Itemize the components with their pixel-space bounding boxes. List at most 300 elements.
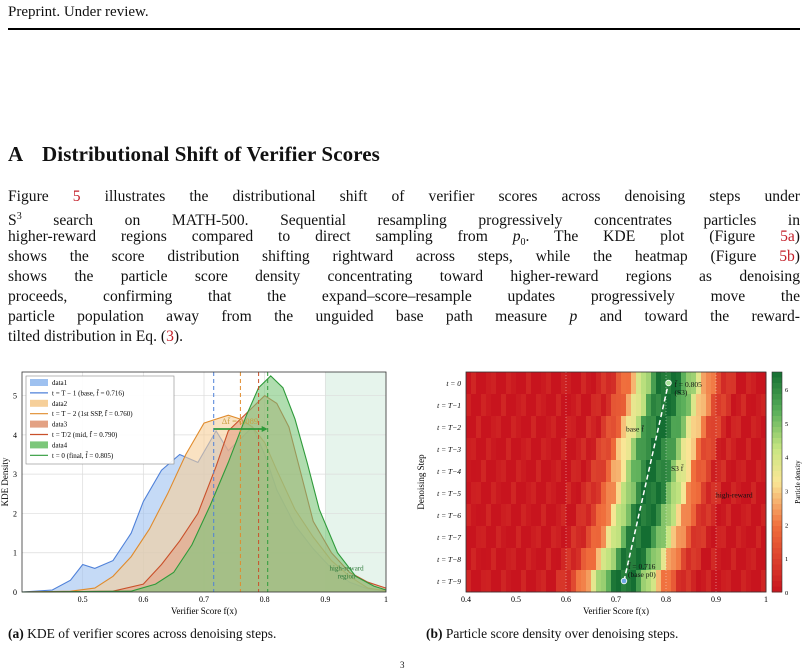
colorbar-segment [772, 587, 782, 593]
heatmap-cell [576, 394, 582, 416]
heatmap-cell [561, 394, 567, 416]
heatmap-cell [626, 372, 632, 394]
heatmap-cell [656, 416, 662, 438]
heatmap-cell [686, 394, 692, 416]
heatmap-cell [576, 570, 582, 592]
cross-reference-link[interactable]: 5b [779, 248, 795, 265]
heatmap-cell [731, 548, 737, 570]
heatmap-cell [606, 548, 612, 570]
heatmap-cell [716, 548, 722, 570]
heatmap-cell [751, 394, 757, 416]
heatmap-cell [571, 460, 577, 482]
heatmap-cell [591, 482, 597, 504]
heatmap-cell [576, 548, 582, 570]
x-tick-label: 0.8 [661, 595, 671, 604]
heatmap-cell [741, 372, 747, 394]
legend-label: t = T − 1 (base, f̄ = 0.716) [52, 389, 125, 398]
heatmap-cell [551, 548, 557, 570]
heatmap-cell [566, 416, 572, 438]
heatmap-cell [751, 504, 757, 526]
heatmap-cell [616, 460, 622, 482]
heatmap-cell [586, 460, 592, 482]
heatmap-chart [408, 368, 808, 620]
heatmap-cell [486, 504, 492, 526]
heatmap-cell [746, 460, 752, 482]
heatmap-cell [681, 438, 687, 460]
subscript: 0 [520, 237, 526, 249]
heatmap-cell [696, 570, 702, 592]
heatmap-cell [516, 482, 522, 504]
heatmap-cell [601, 526, 607, 548]
heatmap-cell [631, 372, 637, 394]
heatmap-cell [721, 504, 727, 526]
heatmap-cell [491, 548, 497, 570]
heatmap-cell [546, 548, 552, 570]
heatmap-cell [486, 526, 492, 548]
heatmap-cell [681, 570, 687, 592]
heatmap-cell [491, 438, 497, 460]
heatmap-cell [531, 460, 537, 482]
heatmap-cell [736, 460, 742, 482]
heatmap-cell [556, 570, 562, 592]
heatmap-cell [476, 482, 482, 504]
heatmap-cell [661, 504, 667, 526]
heatmap-cell [521, 570, 527, 592]
heatmap-cell [711, 372, 717, 394]
heatmap-cell [466, 526, 472, 548]
colorbar-segment [772, 378, 782, 384]
cross-reference-link[interactable]: 3 [166, 328, 174, 345]
heatmap-cell [581, 460, 587, 482]
heatmap-cell [756, 504, 762, 526]
heatmap-cell [491, 526, 497, 548]
heatmap-cell [686, 416, 692, 438]
heatmap-cell [611, 394, 617, 416]
heatmap-cell [496, 394, 502, 416]
heatmap-cell [676, 482, 682, 504]
heatmap-cell [706, 416, 712, 438]
heatmap-cell [701, 570, 707, 592]
heatmap-cell [611, 460, 617, 482]
heatmap-cell [671, 526, 677, 548]
y-tick-label: 5 [13, 391, 17, 401]
heatmap-cell [496, 548, 502, 570]
heatmap-cell [536, 438, 542, 460]
legend-label: data1 [52, 379, 68, 387]
paragraph-line: shows the score distribution shifting rightward across steps, while the heatmap (Figure 5b) [8, 248, 800, 265]
heatmap-cell [606, 372, 612, 394]
heatmap-cell [531, 438, 537, 460]
heatmap-cell [706, 504, 712, 526]
heatmap-cell [736, 504, 742, 526]
heatmap-cell [491, 482, 497, 504]
heatmap-cell [516, 548, 522, 570]
heatmap-cell [676, 394, 682, 416]
heatmap-cell [571, 372, 577, 394]
heatmap-cell [506, 548, 512, 570]
heatmap-cell [756, 438, 762, 460]
heatmap-cell [736, 394, 742, 416]
heatmap-cell [631, 504, 637, 526]
heatmap-cell [596, 394, 602, 416]
heatmap-cell [556, 372, 562, 394]
heatmap-cell [571, 548, 577, 570]
heatmap-cell [671, 416, 677, 438]
heatmap-cell [551, 372, 557, 394]
heatmap-cell [746, 394, 752, 416]
heatmap-cell [546, 394, 552, 416]
heatmap-cell [711, 504, 717, 526]
colorbar-segment [772, 438, 782, 444]
heatmap-cell [561, 416, 567, 438]
heatmap-cell [541, 416, 547, 438]
colorbar-segment [772, 466, 782, 472]
colorbar-segment [772, 416, 782, 422]
heatmap-cell [666, 548, 672, 570]
heatmap-cell [526, 482, 532, 504]
paragraph-line: particle population away from the unguided base path measure p and toward the reward- [8, 308, 800, 325]
heatmap-cell [756, 526, 762, 548]
heatmap-cell [531, 526, 537, 548]
heatmap-cell [521, 548, 527, 570]
annotation-base: base f̄ [626, 424, 644, 434]
heatmap-cell [496, 570, 502, 592]
footer-fragment: 3 [400, 660, 405, 670]
heatmap-cell [686, 438, 692, 460]
heatmap-cell [506, 504, 512, 526]
heatmap-cell [706, 372, 712, 394]
heatmap-cell [691, 548, 697, 570]
heatmap-cell [526, 416, 532, 438]
cross-reference-link[interactable]: 5a [780, 228, 795, 245]
heatmap-cell [486, 460, 492, 482]
colorbar-tick: 3 [785, 488, 789, 496]
heatmap-cell [481, 416, 487, 438]
heatmap-cell [646, 416, 652, 438]
heatmap-cell [541, 394, 547, 416]
colorbar-segment [772, 411, 782, 417]
heatmap-cell [591, 394, 597, 416]
colorbar-tick: 2 [785, 522, 789, 530]
running-header: Preprint. Under review. [8, 4, 149, 20]
row-label: t = T−5 [437, 489, 461, 498]
heatmap-cell [591, 526, 597, 548]
heatmap-cell [491, 504, 497, 526]
legend-label: data3 [52, 420, 68, 429]
heatmap-cell [696, 548, 702, 570]
heatmap-cell [731, 394, 737, 416]
heatmap-cell [556, 438, 562, 460]
legend-swatch [30, 379, 48, 386]
kde-chart [0, 368, 400, 620]
heatmap-cell [556, 416, 562, 438]
heatmap-cell [586, 548, 592, 570]
heatmap-cell [711, 548, 717, 570]
heatmap-cell [721, 372, 727, 394]
heatmap-cell [591, 548, 597, 570]
row-label: t = T−2 [437, 423, 461, 432]
heatmap-cell [721, 416, 727, 438]
heatmap-cell [701, 482, 707, 504]
heatmap-cell [566, 504, 572, 526]
heatmap-cell [636, 482, 642, 504]
heatmap-cell [741, 394, 747, 416]
heatmap-cell [751, 416, 757, 438]
heatmap-cell [741, 548, 747, 570]
heatmap-cell [541, 526, 547, 548]
heatmap-cell [561, 526, 567, 548]
heatmap-cell [526, 570, 532, 592]
heatmap-cell [721, 394, 727, 416]
heatmap-cell [671, 548, 677, 570]
heatmap-cell [736, 438, 742, 460]
heatmap-cell [521, 460, 527, 482]
heatmap-cell [526, 526, 532, 548]
heatmap-cell [636, 460, 642, 482]
heatmap-cell [586, 438, 592, 460]
heatmap-cell [676, 526, 682, 548]
heatmap-cell [601, 548, 607, 570]
heatmap-cell [531, 416, 537, 438]
y-tick-label: 0 [13, 588, 17, 597]
heatmap-cell [756, 460, 762, 482]
heatmap-cell [471, 416, 477, 438]
heatmap-cell [596, 504, 602, 526]
heatmap-cell [736, 570, 742, 592]
heatmap-cell [751, 570, 757, 592]
heatmap-cell [571, 526, 577, 548]
heatmap-cell [466, 548, 472, 570]
heatmap-cell [651, 504, 657, 526]
heatmap-cell [661, 526, 667, 548]
heatmap-cell [721, 548, 727, 570]
heatmap-cell [701, 504, 707, 526]
heatmap-cell [636, 438, 642, 460]
heatmap-cell [746, 372, 752, 394]
heatmap-cell [516, 570, 522, 592]
heatmap-cell [606, 416, 612, 438]
heatmap-cell [626, 438, 632, 460]
figure-a [0, 368, 400, 620]
x-tick-label: 0.5 [77, 595, 88, 604]
heatmap-cell [626, 482, 632, 504]
x-tick-label: 0.9 [320, 595, 331, 604]
heatmap-cell [671, 394, 677, 416]
legend-label: data4 [52, 441, 68, 450]
heatmap-cell [561, 570, 567, 592]
heatmap-cell [656, 372, 662, 394]
heatmap-cell [521, 526, 527, 548]
heatmap-cell [556, 482, 562, 504]
heatmap-cell [541, 372, 547, 394]
heatmap-cell [546, 460, 552, 482]
heatmap-cell [501, 482, 507, 504]
heatmap-cell [651, 416, 657, 438]
heatmap-cell [601, 460, 607, 482]
section-number: A [8, 142, 24, 166]
row-label: t = T−4 [437, 467, 461, 476]
paragraph-line: proceeds, confirming that the expand–score–resample updates progressively move the [8, 288, 800, 305]
heatmap-cell [486, 416, 492, 438]
heatmap-cell [476, 570, 482, 592]
heatmap-cell [696, 394, 702, 416]
heatmap-cell [466, 482, 472, 504]
heatmap-cell [506, 438, 512, 460]
heatmap-cell [751, 438, 757, 460]
annotation-top-sub: (S3) [674, 388, 688, 397]
legend-label: t = T/2 (mid, f̄ = 0.790) [52, 431, 118, 439]
heatmap-cell [686, 504, 692, 526]
heatmap-cell [646, 482, 652, 504]
heatmap-cell [611, 372, 617, 394]
heatmap-cell [481, 570, 487, 592]
heatmap-cell [551, 482, 557, 504]
heatmap-cell [616, 482, 622, 504]
x-tick-label: 0.4 [461, 595, 471, 604]
heatmap-cell [666, 394, 672, 416]
heatmap-cell [666, 482, 672, 504]
heatmap-cell [566, 460, 572, 482]
heatmap-cell [726, 570, 732, 592]
colorbar-segment [772, 565, 782, 571]
heatmap-cell [696, 416, 702, 438]
heatmap-cell [656, 460, 662, 482]
heatmap-cell [526, 394, 532, 416]
heatmap-cell [591, 504, 597, 526]
heatmap-cell [556, 548, 562, 570]
heatmap-cell [596, 372, 602, 394]
heatmap-cell [581, 526, 587, 548]
heatmap-cell [476, 438, 482, 460]
heatmap-cell [641, 526, 647, 548]
heatmap-cell [586, 570, 592, 592]
heatmap-cell [651, 482, 657, 504]
heatmap-cell [566, 394, 572, 416]
heatmap-cell [486, 570, 492, 592]
heatmap-cell [716, 460, 722, 482]
heatmap-cell [696, 460, 702, 482]
heatmap-cell [506, 570, 512, 592]
heatmap-cell [571, 482, 577, 504]
x-tick-label: 1 [764, 595, 768, 604]
colorbar-segment [772, 400, 782, 406]
heatmap-cell [471, 460, 477, 482]
heatmap-cell [661, 570, 667, 592]
heatmap-cell [696, 482, 702, 504]
heatmap-cell [576, 460, 582, 482]
heatmap-cell [586, 372, 592, 394]
colorbar-tick: 1 [785, 556, 789, 564]
heatmap-cell [661, 438, 667, 460]
heatmap-cell [706, 570, 712, 592]
heatmap-cell [551, 438, 557, 460]
heatmap-cell [601, 416, 607, 438]
heatmap-cell [566, 372, 572, 394]
heatmap-cell [541, 460, 547, 482]
colorbar-segment [772, 543, 782, 549]
heatmap-cell [501, 526, 507, 548]
colorbar-segment [772, 449, 782, 455]
heatmap-cell [626, 526, 632, 548]
x-tick-label: 0.7 [611, 595, 621, 604]
heatmap-cell [541, 548, 547, 570]
heatmap-cell [576, 526, 582, 548]
colorbar-segment [772, 493, 782, 499]
row-label: t = T−9 [437, 577, 461, 586]
heatmap-cell [706, 482, 712, 504]
heatmap-cell [566, 482, 572, 504]
colorbar-segment [772, 455, 782, 461]
heatmap-cell [736, 372, 742, 394]
heatmap-cell [626, 504, 632, 526]
heatmap-cell [566, 570, 572, 592]
legend-swatch [30, 441, 48, 448]
heatmap-cell [591, 438, 597, 460]
heatmap-cell [606, 570, 612, 592]
heatmap-cell [726, 460, 732, 482]
heatmap-cell [496, 504, 502, 526]
heatmap-cell [491, 416, 497, 438]
colorbar-segment [772, 521, 782, 527]
heatmap-cell [471, 372, 477, 394]
heatmap-cell [536, 460, 542, 482]
heatmap-cell [606, 482, 612, 504]
cross-reference-link[interactable]: 5 [72, 188, 81, 205]
heatmap-cell [496, 460, 502, 482]
section-title-text: Distributional Shift of Verifier Scores [42, 142, 380, 166]
heatmap-cell [741, 526, 747, 548]
caption-b: (b) Particle score density over denoising steps. [426, 626, 679, 641]
heatmap-cell [661, 548, 667, 570]
heatmap-cell [466, 438, 472, 460]
heatmap-cell [621, 526, 627, 548]
heatmap-cell [711, 394, 717, 416]
heatmap-cell [611, 482, 617, 504]
heatmap-cell [696, 438, 702, 460]
colorbar-segment [772, 581, 782, 587]
heatmap-cell [496, 526, 502, 548]
heatmap-cell [701, 416, 707, 438]
heatmap-cell [661, 416, 667, 438]
y-axis-label: Denoising Step [416, 454, 426, 510]
heatmap-cell [746, 570, 752, 592]
section-title [8, 142, 380, 167]
heatmap-cell [621, 504, 627, 526]
heatmap-cell [746, 438, 752, 460]
heatmap-cell [631, 460, 637, 482]
heatmap-cell [521, 372, 527, 394]
x-tick-label: 0.5 [511, 595, 521, 604]
base-marker [621, 578, 627, 584]
heatmap-cell [666, 570, 672, 592]
heatmap-cell [611, 416, 617, 438]
heatmap-cell [731, 460, 737, 482]
colorbar-segment [772, 477, 782, 483]
heatmap-cell [571, 416, 577, 438]
heatmap-cell [536, 504, 542, 526]
paragraph-line: Figure 5 illustrates the distributional shift of verifier scores across denoising steps under [8, 188, 800, 205]
heatmap-cell [641, 504, 647, 526]
heatmap-cell [726, 548, 732, 570]
heatmap-cell [656, 482, 662, 504]
heatmap-cell [491, 460, 497, 482]
heatmap-cell [676, 504, 682, 526]
heatmap-cell [701, 526, 707, 548]
heatmap-cell [731, 504, 737, 526]
heatmap-cell [481, 438, 487, 460]
row-label: t = T−8 [437, 555, 461, 564]
heatmap-cell [751, 372, 757, 394]
